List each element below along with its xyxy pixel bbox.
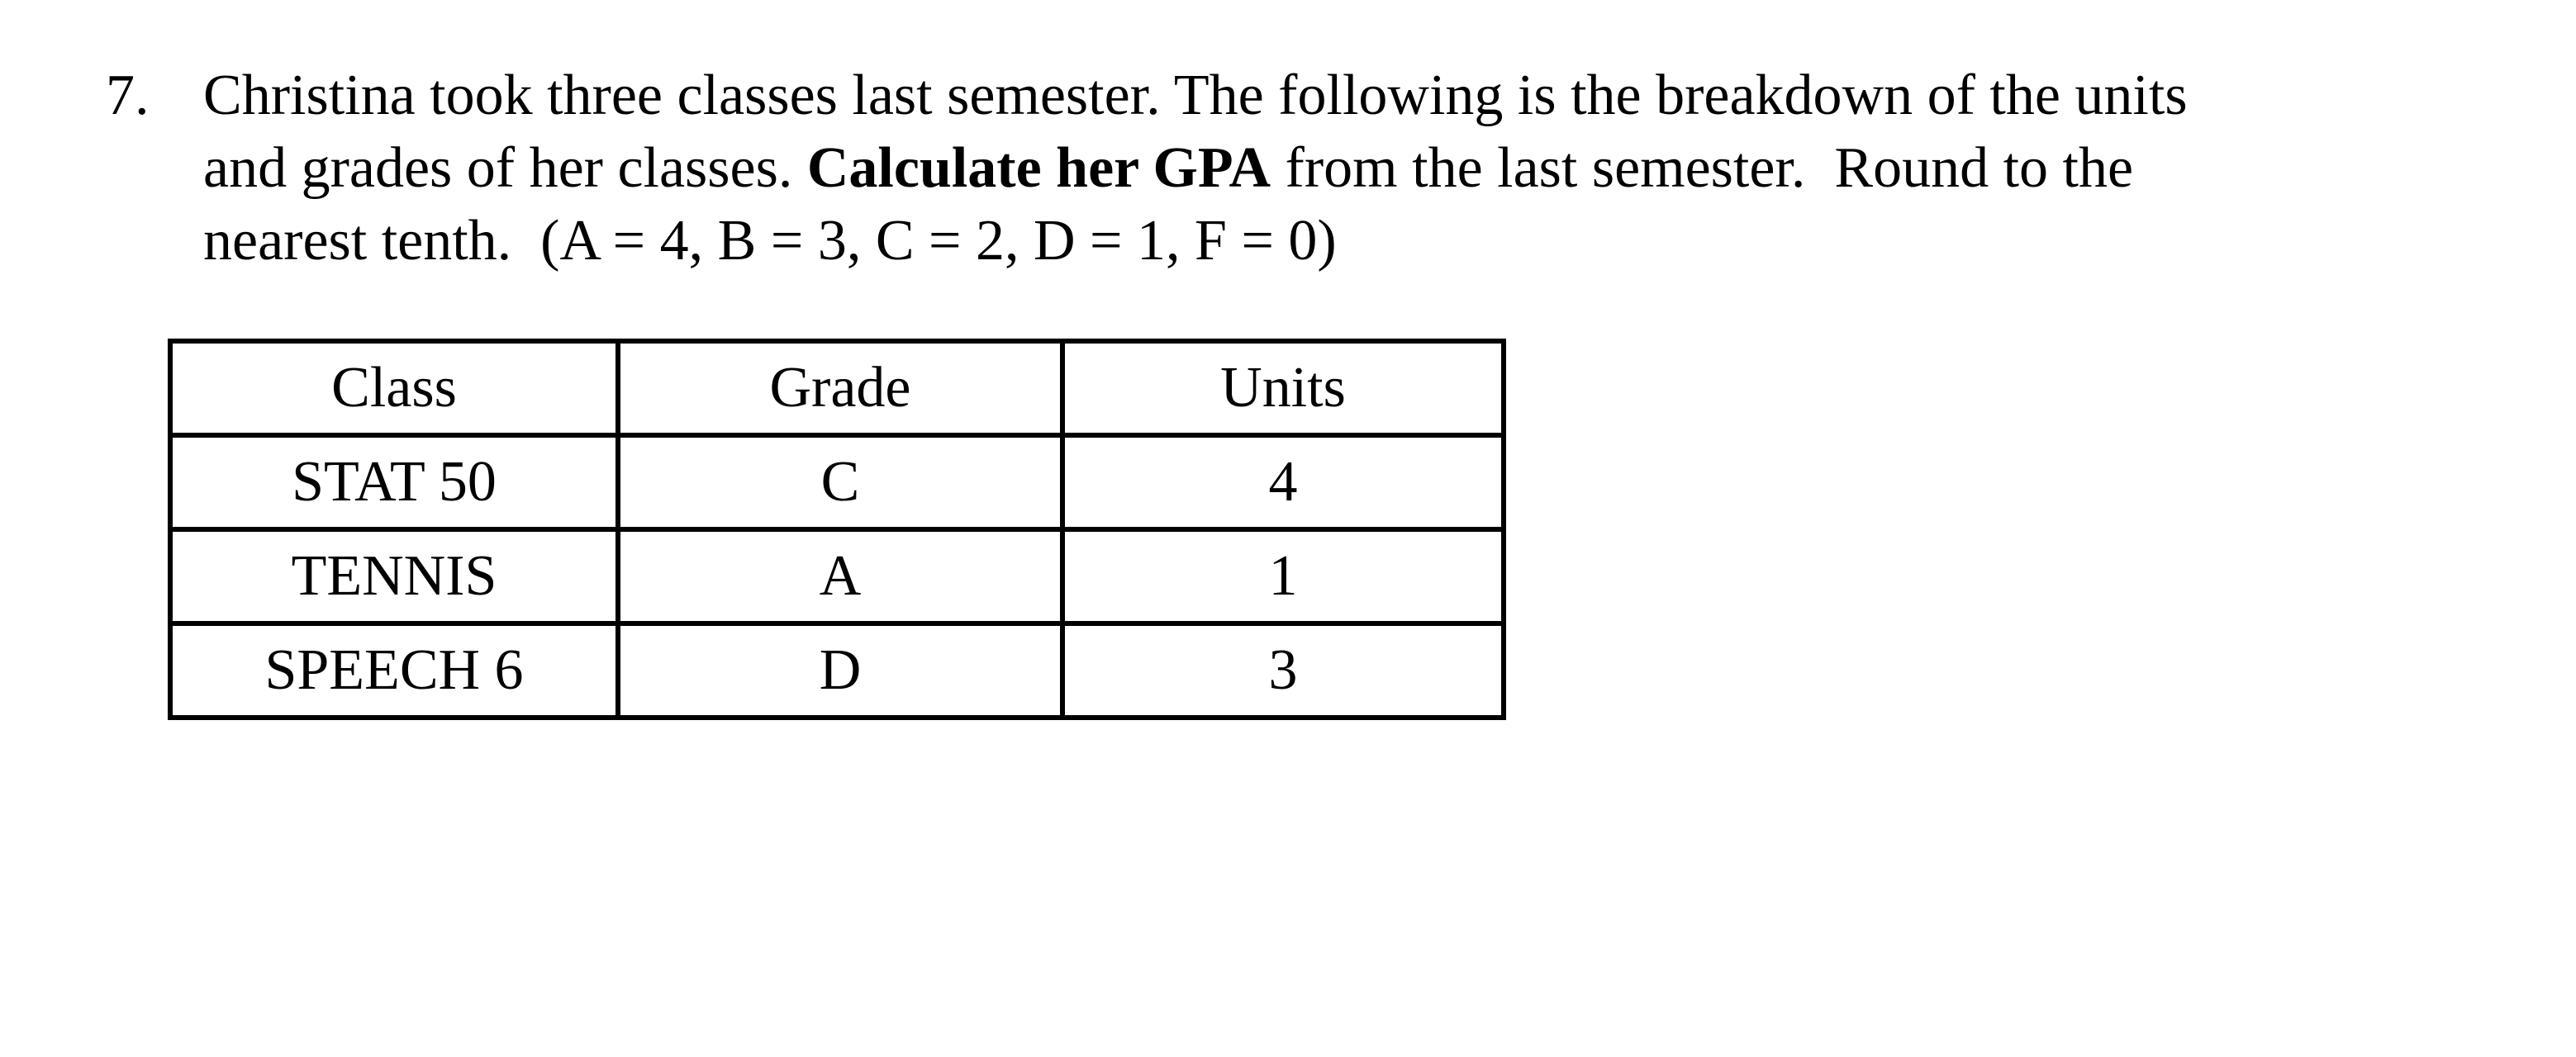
statement-line-3: nearest tenth. (A = 4, B = 3, C = 2, D = 1, F = 0) (203, 209, 1337, 273)
header-class: Class (170, 341, 618, 435)
table-row (170, 623, 1504, 718)
statement-line-2 (203, 132, 2500, 205)
cell-grade: D (618, 623, 1062, 718)
cell-grade: C (618, 435, 1062, 529)
cell-units: 3 (1062, 623, 1504, 718)
cell-class: SPEECH 6 (170, 623, 618, 718)
cell-units: 1 (1062, 529, 1504, 623)
problem-statement (203, 59, 2500, 277)
table-header-row (170, 341, 1504, 435)
problem-number: 7. (106, 64, 150, 127)
statement-line-1: Christina took three classes last semester. The following is the breakdown of the units (203, 64, 2188, 127)
cell-class: STAT 50 (170, 435, 618, 529)
cell-units: 4 (1062, 435, 1504, 529)
cell-grade: A (618, 529, 1062, 623)
statement-line-2-suffix: from the last semester. Round to the (1271, 136, 2134, 200)
statement-line-2-prefix: and grades of her classes. (203, 136, 807, 200)
table-row (170, 529, 1504, 623)
header-units: Units (1062, 341, 1504, 435)
cell-class: TENNIS (170, 529, 618, 623)
grades-table (168, 339, 1506, 720)
statement-emphasis: Calculate her GPA (806, 136, 1271, 200)
table-row (170, 435, 1504, 529)
header-grade: Grade (618, 341, 1062, 435)
